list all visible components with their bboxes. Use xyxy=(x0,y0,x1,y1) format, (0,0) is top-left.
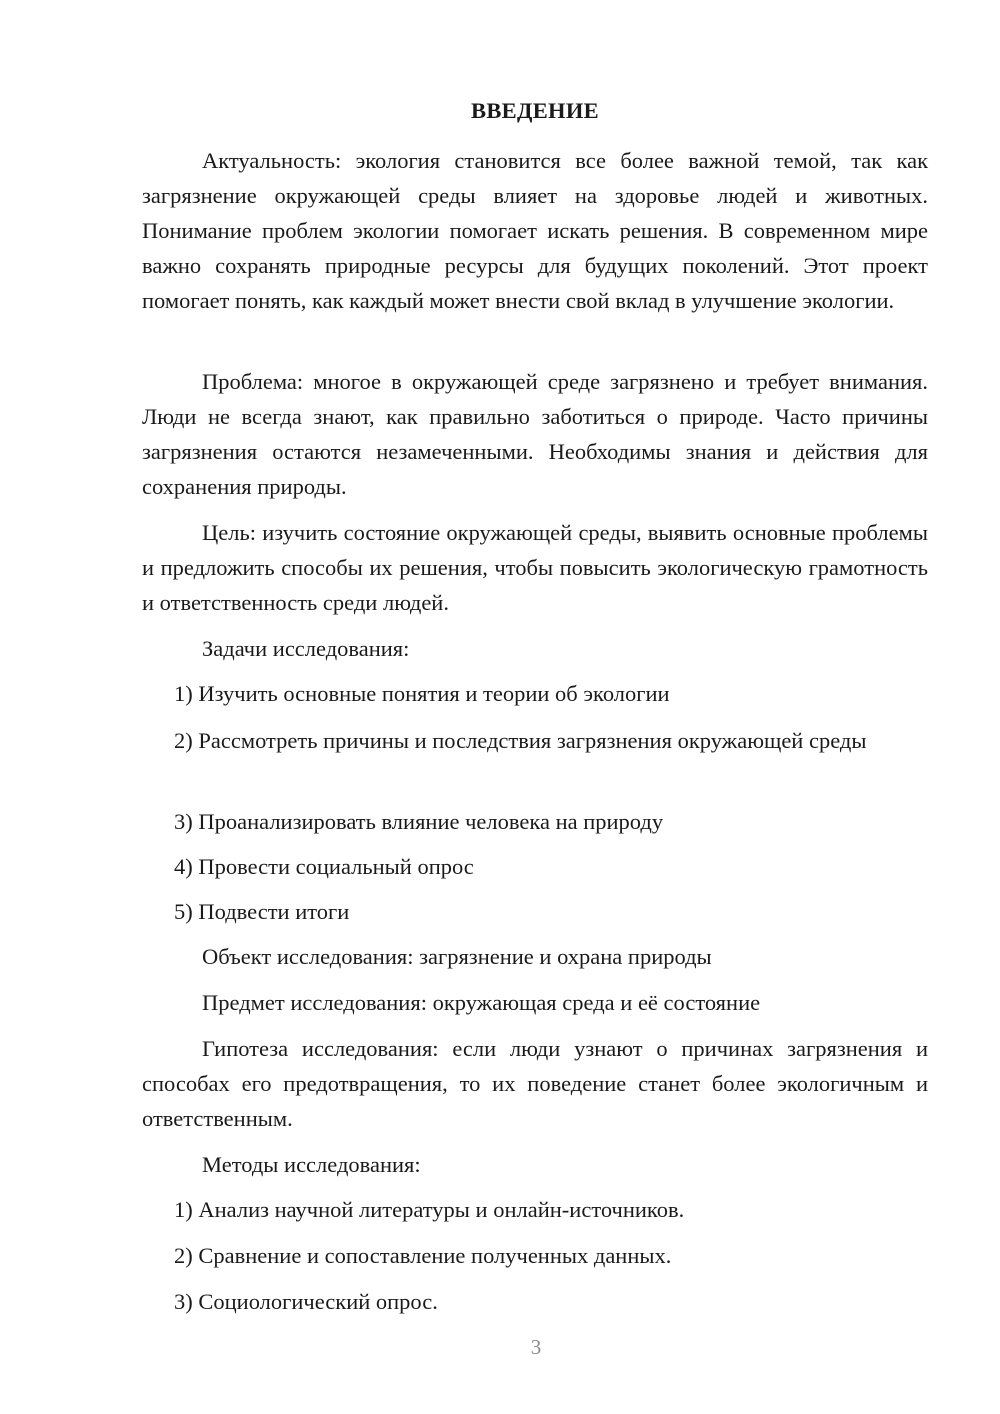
method-item: 1) Анализ научной литературы и онлайн-источников. xyxy=(174,1197,685,1222)
task-item: 3) Проанализировать влияние человека на природу xyxy=(174,809,664,834)
page-number: 3 xyxy=(530,1335,542,1359)
problem-paragraph: Проблема: многое в окружающей среде загрязнено и требует внимания. Люди не всегда знают, как правильно заботиться о природе. Часто причины загрязнения остаются незамеченными. Необходимы знания и действия для сохранения природы. xyxy=(142,369,928,499)
relevance-paragraph: Актуальность: экология становится все более важной темой, так как загрязнение окружающей среды влияет на здоровье людей и животных. Понимание проблем экологии помогает искать решения. В современном мире важно сохранять природные ресурсы для будущих поколений. Этот проект помогает понять, как каждый может внести свой вклад в улучшение экологии. xyxy=(142,148,928,313)
methods-title: Методы исследования: xyxy=(202,1152,421,1177)
goal-paragraph: Цель: изучить состояние окружающей среды, выявить основные проблемы и предложить способы их решения, чтобы повысить экологическую грамотность и ответственность среди людей. xyxy=(142,520,928,615)
method-item: 2) Сравнение и сопоставление полученных данных. xyxy=(174,1243,672,1268)
object-paragraph: Объект исследования: загрязнение и охрана природы xyxy=(202,944,712,969)
tasks-title: Задачи исследования: xyxy=(202,636,410,661)
task-item: 2) Рассмотреть причины и последствия загрязнения окружающей среды xyxy=(174,728,867,753)
hypothesis-paragraph: Гипотеза исследования: если люди узнают о причинах загрязнения и способах его предотвращения, то их поведение станет более экологичным и ответственным. xyxy=(142,1036,928,1131)
section-heading: ВВЕДЕНИЕ xyxy=(471,98,599,123)
subject-paragraph: Предмет исследования: окружающая среда и её состояние xyxy=(202,990,761,1015)
task-item: 4) Провести социальный опрос xyxy=(174,854,474,879)
task-item: 1) Изучить основные понятия и теории об экологии xyxy=(174,681,670,706)
task-item: 5) Подвести итоги xyxy=(174,899,350,924)
method-item: 3) Социологический опрос. xyxy=(174,1289,438,1314)
